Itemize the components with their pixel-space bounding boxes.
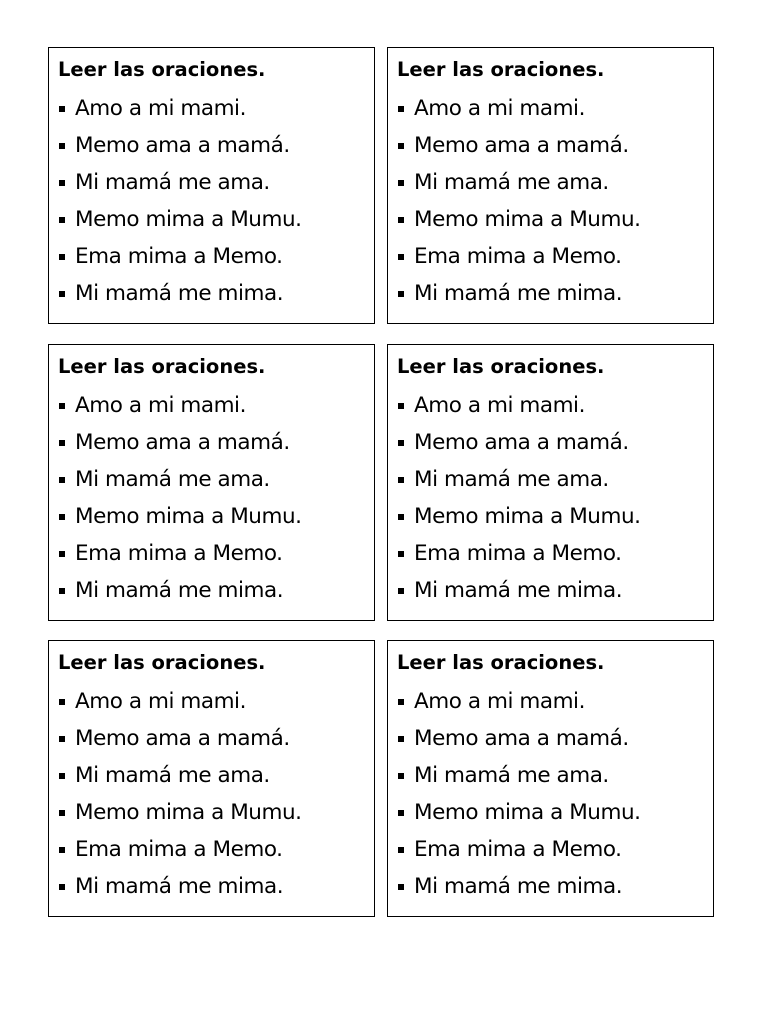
sentence-item xyxy=(397,90,713,127)
sentence-item xyxy=(397,127,713,164)
sentence-item xyxy=(58,683,374,720)
sentence-text: Mi mamá me ama. xyxy=(414,762,609,788)
sentence-item xyxy=(397,757,713,794)
sentence-text: Mi mamá me mima. xyxy=(75,280,284,306)
sentence-text: Memo mima a Mumu. xyxy=(75,799,302,825)
sentence-item xyxy=(58,498,374,535)
sentence-text: Amo a mi mami. xyxy=(75,688,246,714)
card-title: Leer las oraciones. xyxy=(397,58,605,81)
sentence-item xyxy=(58,572,374,609)
sentence-text: Memo mima a Mumu. xyxy=(75,503,302,529)
reading-card-3 xyxy=(48,344,375,621)
reading-card-6 xyxy=(387,640,714,917)
square-bullet-icon xyxy=(59,514,65,520)
square-bullet-icon xyxy=(398,143,404,149)
sentence-item xyxy=(58,275,374,312)
sentence-item xyxy=(58,757,374,794)
sentence-item xyxy=(397,461,713,498)
square-bullet-icon xyxy=(59,551,65,557)
sentence-text: Memo ama a mamá. xyxy=(414,132,629,158)
square-bullet-icon xyxy=(59,699,65,705)
square-bullet-icon xyxy=(59,440,65,446)
square-bullet-icon xyxy=(59,736,65,742)
reading-card-2 xyxy=(387,47,714,324)
square-bullet-icon xyxy=(398,106,404,112)
sentence-item xyxy=(58,424,374,461)
reading-card-4 xyxy=(387,344,714,621)
sentence-text: Amo a mi mami. xyxy=(414,392,585,418)
square-bullet-icon xyxy=(59,180,65,186)
sentence-item xyxy=(397,201,713,238)
sentence-item xyxy=(58,164,374,201)
sentence-item xyxy=(58,831,374,868)
sentence-item xyxy=(397,164,713,201)
sentence-text: Ema mima a Memo. xyxy=(414,243,622,269)
sentence-item xyxy=(397,794,713,831)
square-bullet-icon xyxy=(398,254,404,260)
square-bullet-icon xyxy=(59,106,65,112)
sentence-list xyxy=(58,683,374,905)
sentence-text: Mi mamá me mima. xyxy=(414,280,623,306)
sentence-text: Mi mamá me ama. xyxy=(414,466,609,492)
sentence-text: Amo a mi mami. xyxy=(75,392,246,418)
sentence-text: Mi mamá me mima. xyxy=(414,873,623,899)
reading-card-1 xyxy=(48,47,375,324)
square-bullet-icon xyxy=(398,291,404,297)
sentence-text: Mi mamá me mima. xyxy=(75,873,284,899)
sentence-item xyxy=(58,720,374,757)
square-bullet-icon xyxy=(59,588,65,594)
sentence-item xyxy=(58,127,374,164)
square-bullet-icon xyxy=(398,736,404,742)
sentence-text: Ema mima a Memo. xyxy=(75,243,283,269)
sentence-text: Memo mima a Mumu. xyxy=(414,503,641,529)
square-bullet-icon xyxy=(398,180,404,186)
sentence-text: Mi mamá me ama. xyxy=(75,466,270,492)
sentence-text: Memo ama a mamá. xyxy=(75,429,290,455)
sentence-text: Mi mamá me mima. xyxy=(75,577,284,603)
square-bullet-icon xyxy=(59,254,65,260)
sentence-text: Amo a mi mami. xyxy=(75,95,246,121)
sentence-item xyxy=(397,238,713,275)
sentence-item xyxy=(58,201,374,238)
square-bullet-icon xyxy=(398,477,404,483)
square-bullet-icon xyxy=(398,699,404,705)
sentence-list xyxy=(397,387,713,609)
sentence-text: Mi mamá me ama. xyxy=(75,169,270,195)
card-title: Leer las oraciones. xyxy=(397,355,605,378)
sentence-text: Amo a mi mami. xyxy=(414,688,585,714)
square-bullet-icon xyxy=(59,847,65,853)
square-bullet-icon xyxy=(59,403,65,409)
square-bullet-icon xyxy=(398,514,404,520)
square-bullet-icon xyxy=(398,217,404,223)
card-title: Leer las oraciones. xyxy=(58,355,266,378)
square-bullet-icon xyxy=(398,847,404,853)
sentence-text: Amo a mi mami. xyxy=(414,95,585,121)
sentence-text: Mi mamá me mima. xyxy=(414,577,623,603)
sentence-item xyxy=(397,275,713,312)
sentence-list xyxy=(58,90,374,312)
sentence-list xyxy=(397,90,713,312)
square-bullet-icon xyxy=(398,810,404,816)
sentence-text: Ema mima a Memo. xyxy=(75,836,283,862)
square-bullet-icon xyxy=(59,291,65,297)
sentence-text: Ema mima a Memo. xyxy=(414,540,622,566)
square-bullet-icon xyxy=(59,217,65,223)
sentence-text: Mi mamá me ama. xyxy=(414,169,609,195)
sentence-item xyxy=(397,831,713,868)
reading-card-5 xyxy=(48,640,375,917)
square-bullet-icon xyxy=(398,588,404,594)
sentence-text: Memo mima a Mumu. xyxy=(414,206,641,232)
square-bullet-icon xyxy=(398,440,404,446)
square-bullet-icon xyxy=(59,810,65,816)
sentence-text: Memo ama a mamá. xyxy=(414,429,629,455)
sentence-text: Memo ama a mamá. xyxy=(414,725,629,751)
sentence-text: Memo mima a Mumu. xyxy=(414,799,641,825)
sentence-item xyxy=(397,424,713,461)
sentence-item xyxy=(58,387,374,424)
sentence-item xyxy=(397,387,713,424)
sentence-list xyxy=(58,387,374,609)
sentence-item xyxy=(58,868,374,905)
card-title: Leer las oraciones. xyxy=(58,651,266,674)
sentence-item xyxy=(58,535,374,572)
square-bullet-icon xyxy=(59,143,65,149)
sentence-text: Ema mima a Memo. xyxy=(75,540,283,566)
sentence-item xyxy=(397,535,713,572)
card-title: Leer las oraciones. xyxy=(58,58,266,81)
sentence-item xyxy=(58,90,374,127)
card-title: Leer las oraciones. xyxy=(397,651,605,674)
sentence-item xyxy=(397,720,713,757)
sentence-text: Memo ama a mamá. xyxy=(75,132,290,158)
sentence-item xyxy=(397,683,713,720)
square-bullet-icon xyxy=(59,884,65,890)
square-bullet-icon xyxy=(398,551,404,557)
sentence-item xyxy=(397,868,713,905)
sentence-text: Memo ama a mamá. xyxy=(75,725,290,751)
sentence-list xyxy=(397,683,713,905)
square-bullet-icon xyxy=(398,773,404,779)
sentence-item xyxy=(397,572,713,609)
sentence-item xyxy=(58,238,374,275)
square-bullet-icon xyxy=(59,773,65,779)
sentence-item xyxy=(58,461,374,498)
sentence-text: Memo mima a Mumu. xyxy=(75,206,302,232)
square-bullet-icon xyxy=(59,477,65,483)
sentence-text: Mi mamá me ama. xyxy=(75,762,270,788)
sentence-text: Ema mima a Memo. xyxy=(414,836,622,862)
sentence-item xyxy=(397,498,713,535)
square-bullet-icon xyxy=(398,884,404,890)
square-bullet-icon xyxy=(398,403,404,409)
sentence-item xyxy=(58,794,374,831)
